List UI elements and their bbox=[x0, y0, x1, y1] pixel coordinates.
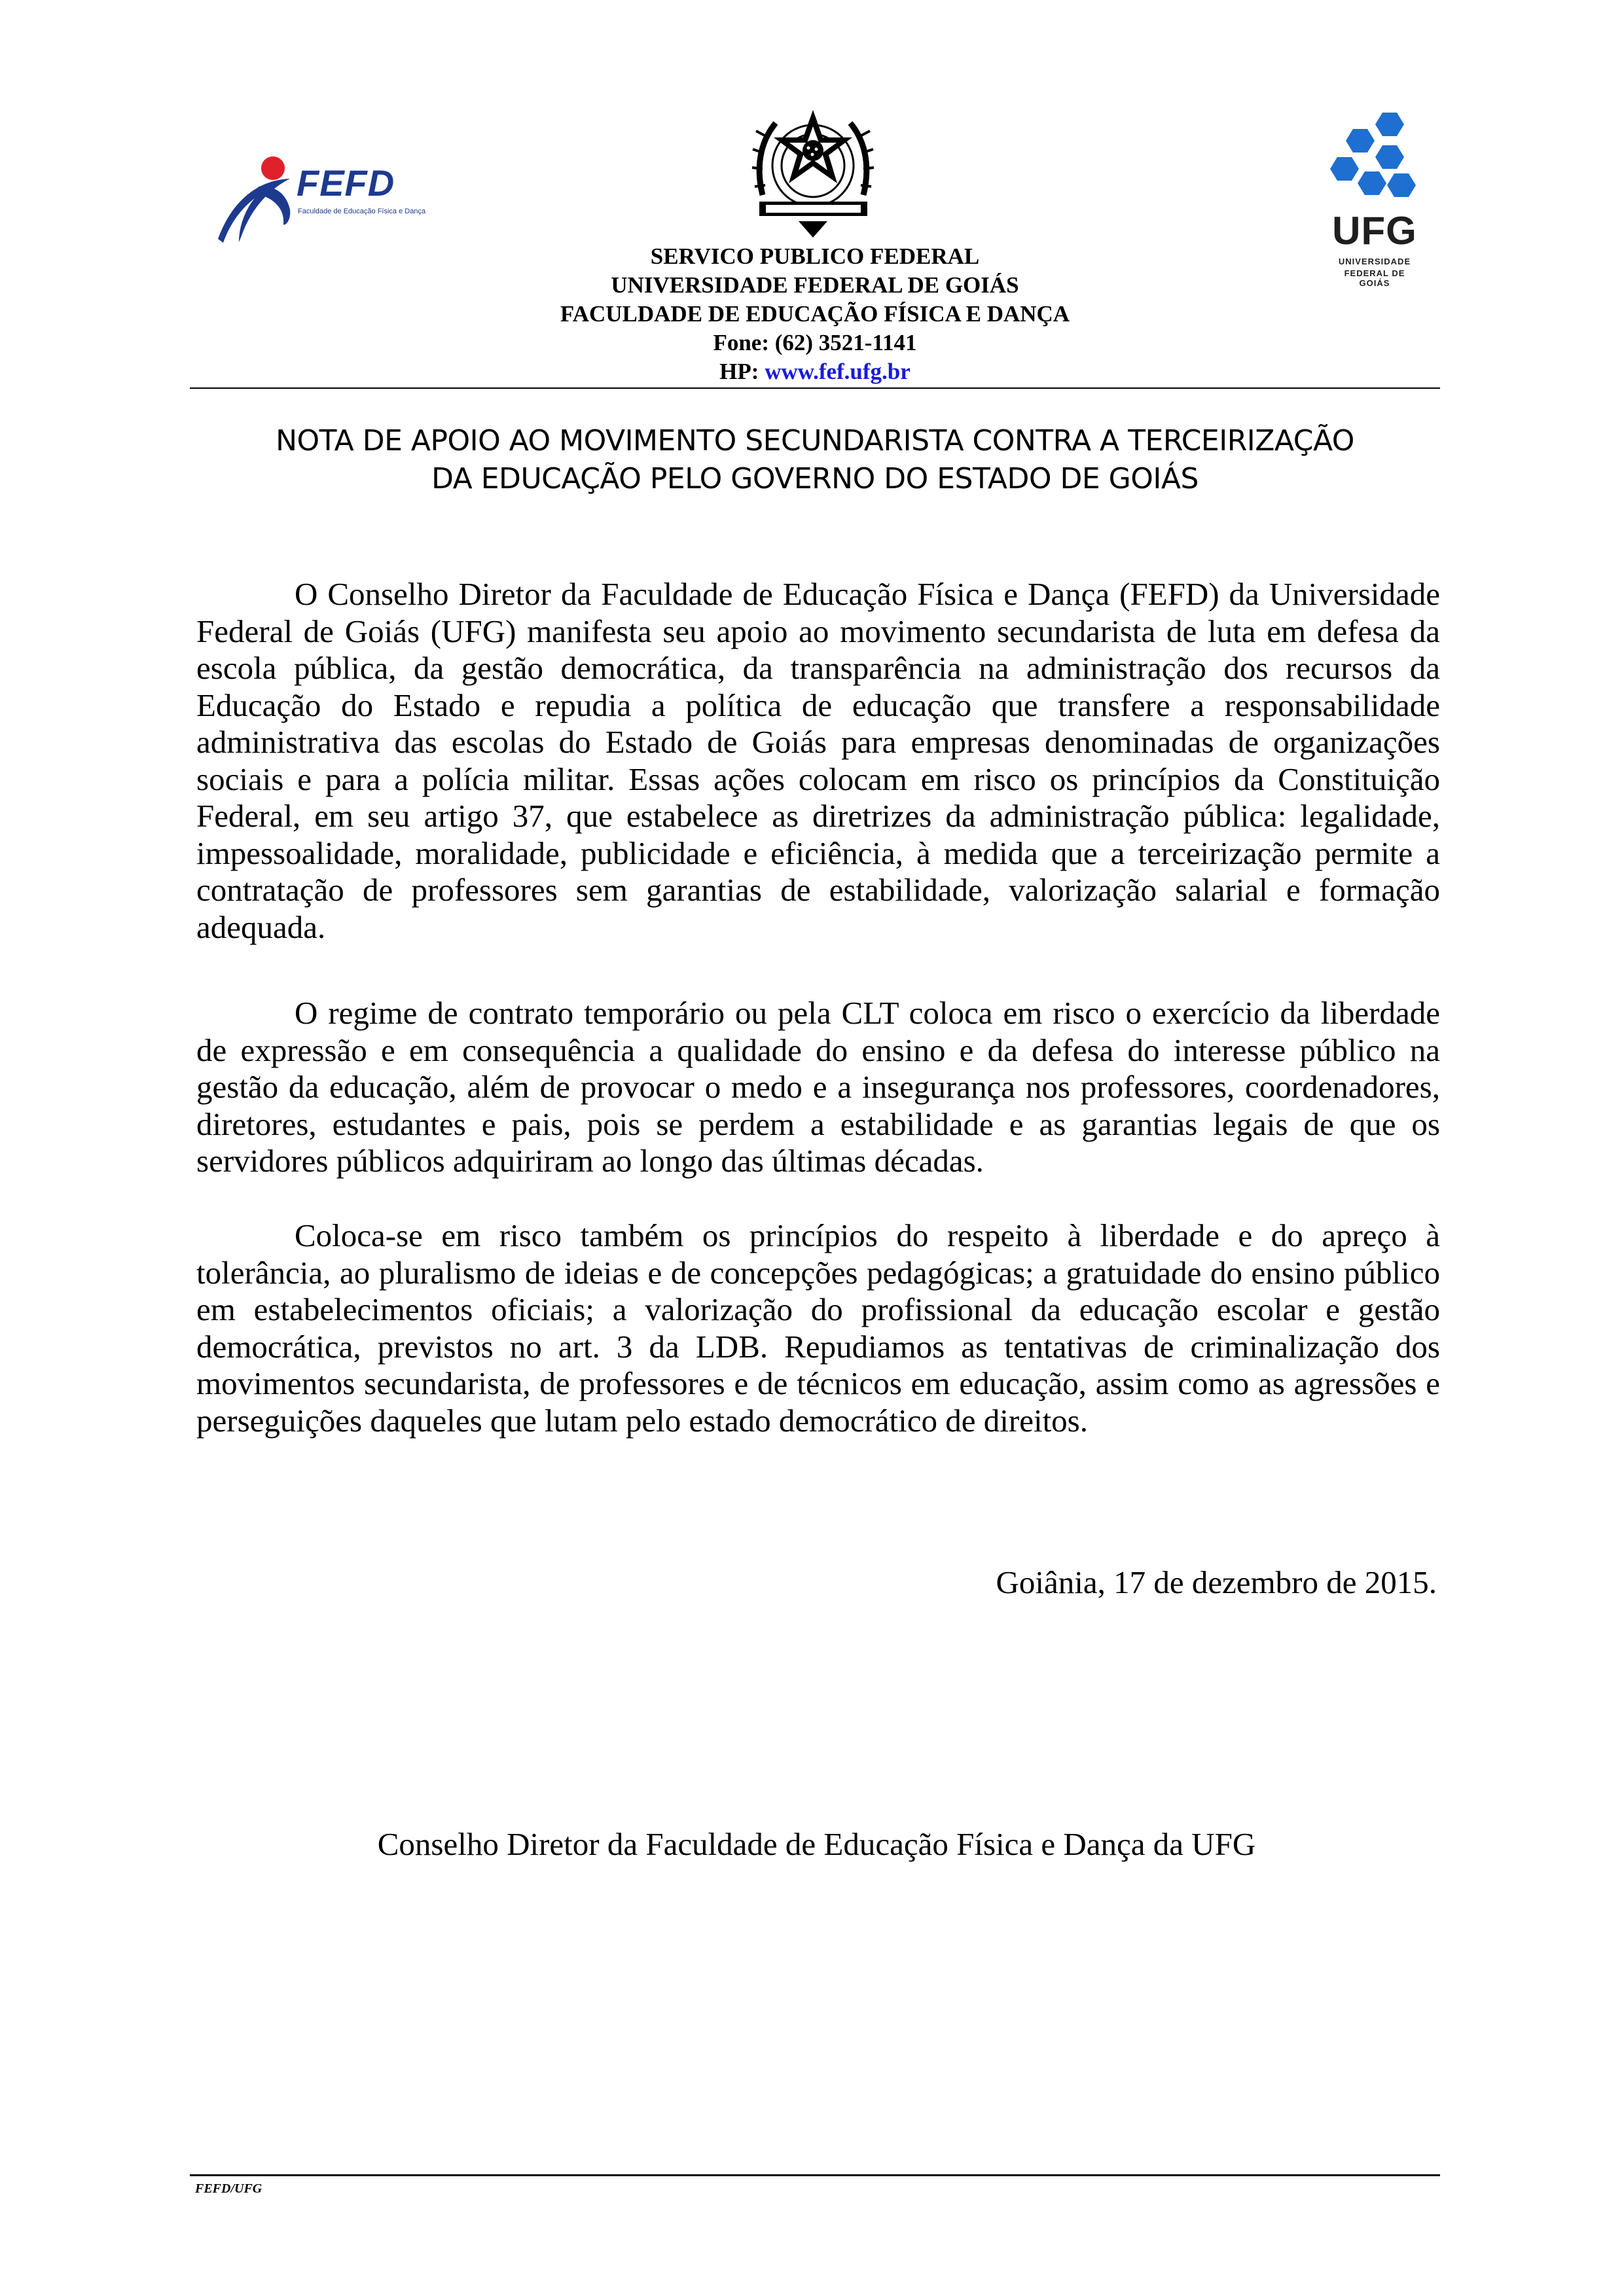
footer-divider bbox=[190, 2174, 1440, 2176]
homepage-label: HP: bbox=[719, 359, 759, 384]
letterhead-line-1: SERVICO PUBLICO FEDERAL bbox=[650, 243, 980, 269]
letterhead bbox=[190, 242, 1440, 386]
ufg-hexagons-icon bbox=[1329, 111, 1420, 206]
footer-label: FEFD/UFG bbox=[195, 2181, 262, 2196]
ufg-logo-subtitle-1: UNIVERSIDADE bbox=[1338, 257, 1411, 266]
title-line-1: NOTA DE APOIO AO MOVIMENTO SECUNDARISTA CONTRA A TERCEIRIZAÇÃO bbox=[276, 424, 1354, 457]
header-divider bbox=[190, 387, 1440, 389]
signature-line: Conselho Diretor da Faculdade de Educação Física e Dança da UFG bbox=[377, 1826, 1256, 1862]
ufg-logo-text: UFG bbox=[1332, 209, 1417, 253]
letterhead-line-2: UNIVERSIDADE FEDERAL DE GOIÁS bbox=[611, 272, 1019, 298]
fefd-logo-text: FEFD bbox=[297, 162, 395, 204]
document-title bbox=[190, 422, 1440, 498]
fefd-logo-subtitle: Faculdade de Educação Física e Dança bbox=[298, 207, 426, 215]
letterhead-homepage bbox=[190, 357, 1440, 386]
homepage-link[interactable]: www.fef.ufg.br bbox=[765, 359, 911, 384]
fefd-swoosh-icon bbox=[213, 147, 304, 245]
letterhead-line-3: FACULDADE DE EDUCAÇÃO FÍSICA E DANÇA bbox=[560, 301, 1070, 327]
title-line-2: DA EDUCAÇÃO PELO GOVERNO DO ESTADO DE GOIÁS bbox=[431, 462, 1199, 495]
date-line: Goiânia, 17 de dezembro de 2015. bbox=[996, 1564, 1437, 1600]
body-paragraph-3: Coloca-se em risco também os princípios do respeito à liberdade e do apreço à tolerância, ao pluralismo de ideias e de concepções pedagógicas; a gratuidade do ensino público em estabelecimentos oficiais; a valorização do profissional da educação escolar e gestão democrática, previstos no art. 3 da LDB. Repudiamos as tentativas de criminalização dos movimentos secundarista, de professores e de técnicos em educação, assim como as agressões e perseguições daqueles que lutam pelo estado democrático de direitos. bbox=[196, 1217, 1440, 1439]
fefd-logo bbox=[213, 147, 426, 245]
ufg-logo-subtitle-2: FEDERAL DE GOIÁS bbox=[1344, 268, 1405, 288]
letterhead-phone: Fone: (62) 3521-1141 bbox=[713, 330, 917, 355]
body-paragraph-2: O regime de contrato temporário ou pela CLT coloca em risco o exercício da liberdade de expressão e em consequência a qualidade do ensino e da defesa do interesse público na gestão da educação, além de provocar o medo e a insegurança nos professores, coordenadores, diretores, estudantes e pais, pois se perdem a estabilidade e as garantias legais de que os servidores públicos adquiriram ao longo das últimas décadas. bbox=[196, 995, 1440, 1179]
body-paragraph-1: O Conselho Diretor da Faculdade de Educação Física e Dança (FEFD) da Universidade Federal de Goiás (UFG) manifesta seu apoio ao movimento secundarista de luta em defesa da escola pública, da gestão democrática, da transparência na administração dos recursos da Educação do Estado e repudia a política de educação que transfere a responsabilidade administrativa das escolas do Estado de Goiás para empresas denominadas de organizações sociais e para a polícia militar. Essas ações colocam em risco os princípios da Constituição Federal, em seu artigo 37, que estabelece as diretrizes da administração pública: legalidade, impessoalidade, moralidade, publicidade e eficiência, à medida que a terceirização permite a contratação de professores sem garantias de estabilidade, valorização salarial e formação adequada. bbox=[196, 576, 1440, 945]
brazil-coat-of-arms-icon bbox=[736, 97, 890, 244]
